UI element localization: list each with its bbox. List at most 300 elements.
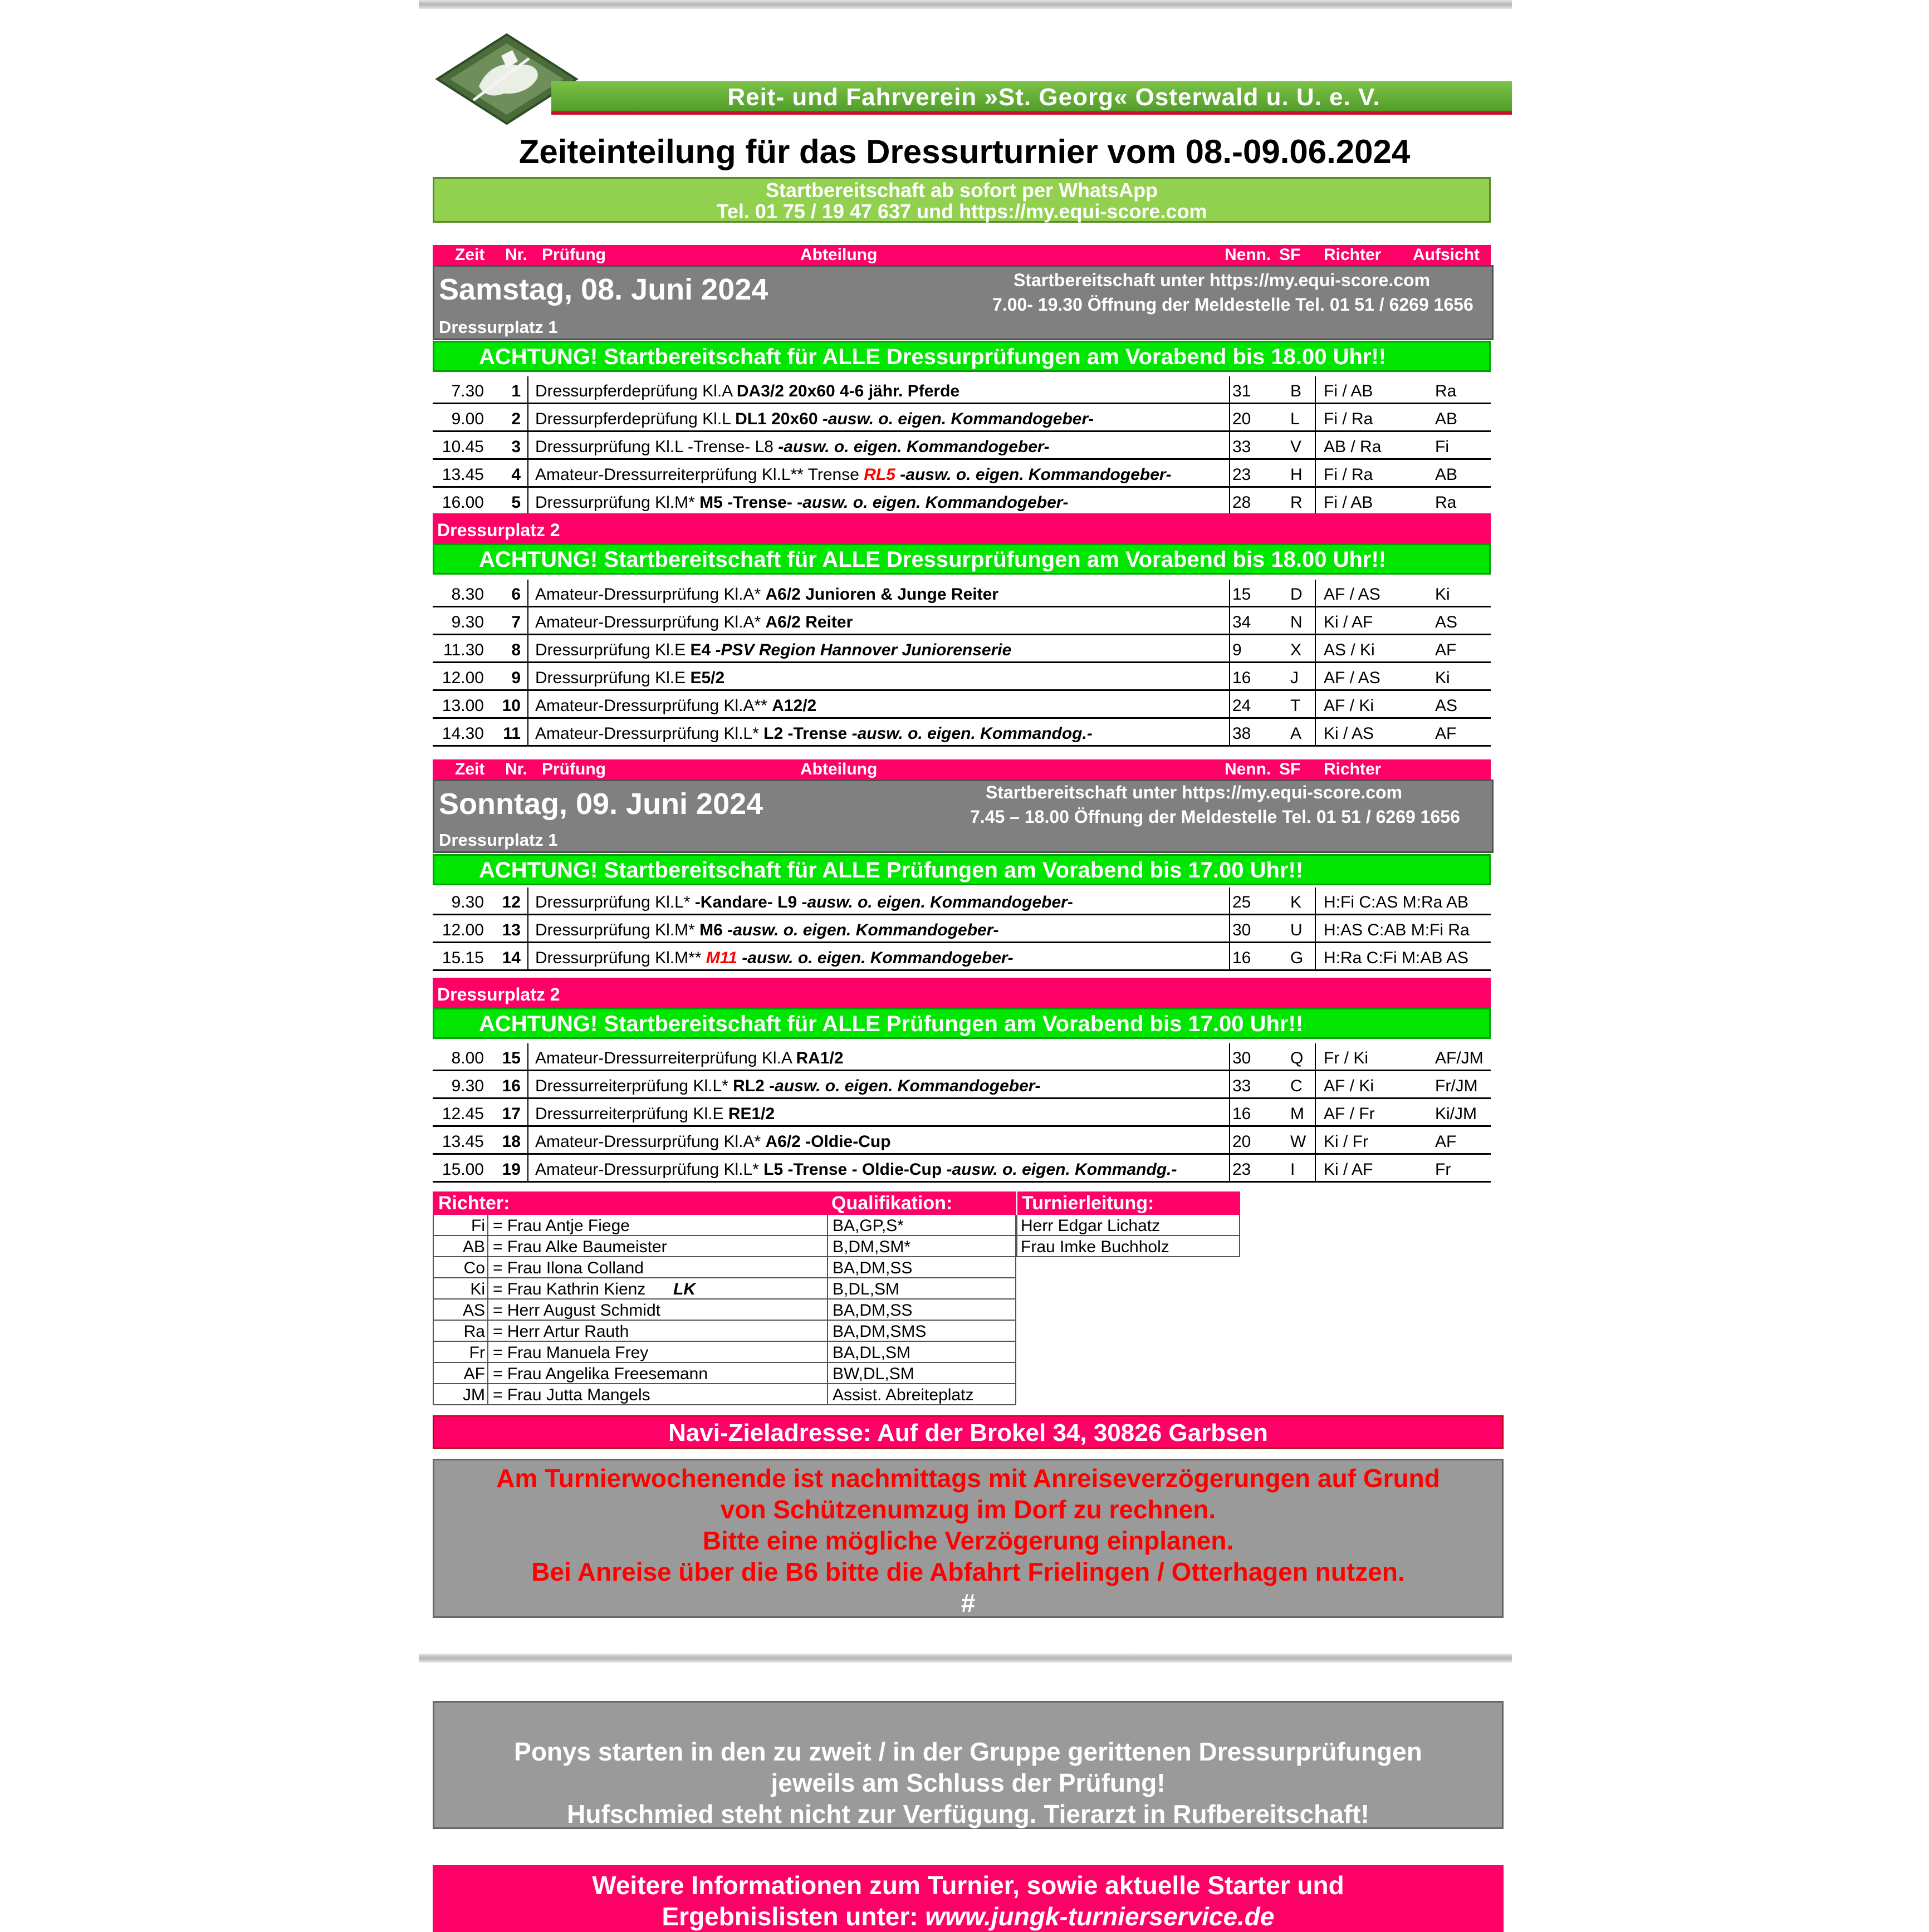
judge-row [434,1236,1015,1257]
top-divider [419,0,1512,9]
cell-divider [1315,635,1316,663]
judge-code: JM [463,1386,485,1404]
cell-divider [1315,376,1316,404]
sf-cell: A [1290,724,1302,743]
pruefung-code: M5 -Trense- [699,493,797,512]
pruefung-cell [535,641,1011,660]
zeit-cell: 12.45 [442,1105,484,1123]
cell-divider [527,663,528,691]
judge-name: = Herr Artur Rauth [493,1322,629,1341]
cell-divider [527,719,528,747]
saturday-achtung-1: ACHTUNG! Startbereitschaft für ALLE Dressurprüfungen am Vorabend bis 18.00 Uhr!! [433,341,1491,372]
col-aufsicht: Aufsicht [1413,246,1480,264]
schedule-row [433,663,1491,691]
sf-cell: X [1290,641,1302,659]
pruefung-code: A6/2 -Oldie-Cup [765,1132,891,1151]
nenn-cell: 25 [1232,893,1251,911]
sf-cell: H [1290,465,1303,484]
pruefung-cell [535,1105,775,1124]
judge-quali: BW,DL,SM [833,1365,914,1383]
nenn-cell: 23 [1232,465,1251,484]
abteilung-text: -ausw. o. eigen. Kommandg.- [946,1160,1177,1179]
saturday-header [433,265,1494,340]
abteilung-text: -ausw. o. eigen. Kommandogeber- [797,493,1069,512]
cell-divider [1315,915,1316,943]
sf-cell: B [1290,382,1302,400]
cell-divider [487,1278,488,1300]
col-richter: Richter [1324,760,1382,778]
sf-cell: R [1290,493,1303,512]
pruefung-text: Amateur-Dressurprüfung Kl.L* [535,1160,764,1179]
schedule-row [433,1127,1491,1155]
zeit-cell: 14.30 [442,724,484,743]
aufsicht-cell: Fi [1435,438,1449,456]
cell-divider [827,1278,828,1300]
aufsicht-cell: AB [1435,465,1458,484]
column-header-saturday [433,245,1491,265]
saturday-info1: Startbereitschaft unter https://my.equi-score.com [1014,270,1430,290]
cell-divider [1229,915,1230,943]
zeit-cell: 9.30 [451,613,484,631]
nr-cell: 5 [511,493,521,512]
col-nenn: Nenn. [1225,760,1271,778]
pruefung-cell [535,949,1014,968]
cell-divider [527,1099,528,1127]
judge-code: AS [462,1301,485,1320]
sf-cell: W [1290,1132,1306,1151]
pruefung-cell [535,465,1172,484]
aufsicht-cell: Ra [1435,382,1457,400]
zeit-cell: 10.45 [442,438,484,456]
cell-divider [827,1236,828,1257]
nr-cell: 7 [511,613,521,631]
judge-code: AB [462,1238,485,1256]
cell-divider [827,1257,828,1278]
cell-divider [1315,1043,1316,1071]
nenn-cell: 9 [1232,641,1242,659]
cell-divider [1315,580,1316,607]
richter-cell: Fi / AB [1324,382,1373,400]
pruefung-code: A6/2 Reiter [765,613,853,631]
nenn-cell: 33 [1232,1077,1251,1095]
sf-cell: J [1290,669,1299,687]
pruefung-cell [535,724,1093,743]
judge-quali: BA,DM,SMS [833,1322,927,1341]
schedule-row [433,719,1491,747]
cell-divider [1315,607,1316,635]
cell-divider [527,376,528,404]
aufsicht-cell: AS [1435,697,1458,715]
richter-cell: Ki / AF [1324,1160,1373,1179]
cell-divider [1315,488,1316,516]
schedule-row [433,1155,1491,1183]
judge-quali: BA,DM,SS [833,1301,913,1320]
legend-quali-title: Qualifikation: [831,1193,953,1214]
nenn-cell: 16 [1232,949,1251,967]
schedule-row [433,1099,1491,1127]
cell-divider [1229,1127,1230,1155]
pruefung-text: Amateur-Dressurprüfung Kl.A* [535,585,766,604]
cell-divider [527,1127,528,1155]
sunday-info1: Startbereitschaft unter https://my.equi-score.com [986,782,1402,802]
pruefung-cell [535,382,959,401]
schedule-row [433,488,1491,516]
nenn-cell: 30 [1232,921,1251,939]
zeit-cell: 9.30 [451,1077,484,1095]
aufsicht-cell: Ki [1435,585,1450,604]
cell-divider [1229,460,1230,488]
cell-divider [527,580,528,607]
judge-name: = Frau Antje Fiege [493,1217,630,1235]
richter-cell: AS / Ki [1324,641,1375,659]
richter-cell: AF / Fr [1324,1105,1375,1123]
leitung-name: Frau Imke Buchholz [1021,1238,1169,1256]
abteilung-text: -ausw. o. eigen. Kommandogeber- [737,949,1014,967]
schedule-row [433,915,1491,943]
sf-cell: L [1290,410,1300,428]
zeit-cell: 12.00 [442,921,484,939]
page-title: Zeiteinteilung für das Dressurturnier vom 08.-09.06.2024 [518,133,1411,170]
zeit-cell: 8.00 [451,1049,484,1067]
saturday-platz1: Dressurplatz 1 [439,317,558,337]
col-sf: SF [1279,246,1301,264]
cell-divider [527,460,528,488]
judge-row [434,1257,1015,1278]
col-pruefung: Prüfung [542,760,606,778]
judges-list [433,1215,1016,1405]
sunday-achtung-1: ACHTUNG! Startbereitschaft für ALLE Prüfungen am Vorabend bis 17.00 Uhr!! [433,854,1491,885]
notice-line: Am Turnierwochenende ist nachmittags mit Anreiseverzögerungen auf Grund [496,1464,1440,1493]
cell-divider [1229,1099,1230,1127]
saturday-platz2-bar: Dressurplatz 2 [433,513,1491,543]
judge-row [434,1321,1015,1342]
zeit-cell: 7.30 [451,382,484,400]
cell-divider [527,1043,528,1071]
cell-divider [527,915,528,943]
pruefung-cell [535,1132,891,1151]
cell-divider [1315,1099,1316,1127]
cell-divider [1229,580,1230,607]
column-header-sunday [433,759,1491,779]
judge-row [434,1384,1015,1405]
judge-quali: Assist. Abreiteplatz [833,1386,974,1404]
sunday-info2: 7.45 – 18.00 Öffnung der Meldestelle Tel. 01 51 / 6269 1656 [970,807,1460,827]
pruefung-text: Amateur-Dressurreiterprüfung Kl.L** Trense [535,465,864,484]
nenn-cell: 16 [1232,669,1251,687]
pruefung-cell [535,1160,1177,1179]
pruefung-cell [535,613,853,632]
notice-hash: # [961,1588,976,1617]
notice-line: Bitte eine mögliche Verzögerung einplanen. [702,1526,1234,1555]
richter-cell: H:Fi C:AS M:Ra AB [1324,893,1469,911]
cell-divider [527,635,528,663]
nr-cell: 6 [511,585,521,604]
cell-divider [1229,376,1230,404]
sunday-platz2-bar: Dressurplatz 2 [433,978,1491,1008]
pruefung-text: Dressurprüfung Kl.E [535,641,691,659]
zeit-cell: 11.30 [443,641,484,659]
abteilung-text: -PSV Region Hannover Juniorenserie [715,641,1012,659]
judge-name: = Frau Manuela Frey [493,1343,649,1362]
cell-divider [1229,432,1230,460]
judge-code: Fi [471,1217,485,1235]
pruefung-code: RE1/2 [728,1105,775,1123]
pruefung-text: Amateur-Dressurprüfung Kl.A* [535,613,766,631]
cell-divider [1229,887,1230,915]
richter-cell: Ki / Fr [1324,1132,1368,1151]
cell-divider [1229,635,1230,663]
aufsicht-cell: AF [1435,1132,1457,1151]
leitung-row [1017,1236,1239,1257]
cell-divider [527,691,528,719]
nenn-cell: 28 [1232,493,1251,512]
nenn-cell: 20 [1232,1132,1251,1151]
pruefung-cell [535,893,1073,912]
cell-divider [1229,607,1230,635]
pruefung-text: Dressurprüfung Kl.M* [535,921,700,939]
richter-cell: H:AS C:AB M:Fi Ra [1324,921,1470,939]
sf-cell: K [1290,893,1302,911]
pony-line: Ponys starten in den zu zweit / in der Gruppe gerittenen Dressurprüfungen [514,1737,1422,1766]
pruefung-code: RL2 [733,1077,770,1095]
schedule-row [433,635,1491,663]
pruefung-cell [535,669,724,688]
judge-code: Co [463,1259,485,1277]
cell-divider [1315,719,1316,747]
zeit-cell: 13.45 [442,465,484,484]
nr-cell: 16 [502,1077,521,1095]
richter-cell: AF / Ki [1324,1077,1374,1095]
pony-line: Hufschmied steht nicht zur Verfügung. Tierarzt in Rufbereitschaft! [567,1799,1369,1828]
pruefung-cell [535,1077,1040,1096]
aufsicht-cell: Ki/JM [1435,1105,1477,1123]
sf-cell: U [1290,921,1303,939]
nr-cell: 18 [502,1132,521,1151]
cell-divider [1229,488,1230,516]
judge-name: = Frau Angelika Freesemann [493,1365,708,1383]
zeit-cell: 16.00 [442,493,484,512]
judge-row [434,1342,1015,1363]
pruefung-text: Dressurprüfung Kl.E [535,669,691,687]
judge-code: Ra [463,1322,485,1341]
nenn-cell: 34 [1232,613,1251,631]
sf-cell: M [1290,1105,1304,1123]
saturday-title: Samstag, 08. Juni 2024 [439,273,768,306]
abteilung-text: -ausw. o. eigen. Kommandogeber- [727,921,999,939]
richter-cell: AF / Ki [1324,697,1374,715]
cell-divider [527,432,528,460]
col-zeit: Zeit [455,246,485,264]
judge-code: AF [463,1365,485,1383]
nr-cell: 12 [502,893,521,911]
notice-line: von Schützenumzug im Dorf zu rechnen. [720,1495,1216,1524]
col-richter: Richter [1324,246,1382,264]
cell-divider [1315,663,1316,691]
legend-leitung-header [1017,1191,1240,1215]
pruefung-text: Dressurpferdeprüfung Kl.A [535,382,737,400]
pruefung-code: L5 -Trense - Oldie-Cup [763,1160,947,1179]
pony-notice [433,1701,1504,1829]
pruefung-code: -Kandare- L9 [694,893,802,911]
aufsicht-cell: Ki [1435,669,1450,687]
pruefung-code: E4 [690,641,716,659]
pruefung-code-red: M11 [706,949,737,967]
cell-divider [487,1300,488,1321]
col-nr: Nr. [505,246,528,264]
abteilung-text: -ausw. o. eigen. Kommandogeber- [801,893,1073,911]
saturday-achtung-2: ACHTUNG! Startbereitschaft für ALLE Dressurprüfungen am Vorabend bis 18.00 Uhr!! [433,543,1491,575]
zeit-cell: 9.00 [451,410,484,428]
cell-divider [487,1236,488,1257]
col-zeit: Zeit [455,760,485,778]
cell-divider [1229,1155,1230,1183]
club-name-banner: Reit- und Fahrverein »St. Georg« Osterwald u. U. e. V. [551,81,1512,114]
pruefung-code: L2 -Trense [763,724,852,743]
pruefung-text: Dressurpferdeprüfung Kl.L [535,410,736,428]
zeit-cell: 15.15 [442,949,484,967]
richter-cell: Ki / AF [1324,613,1373,631]
abteilung-text: -ausw. o. eigen. Kommandog.- [851,724,1093,743]
richter-cell: H:Ra C:Fi M:AB AS [1324,949,1469,967]
cell-divider [487,1363,488,1384]
sunday-platz1: Dressurplatz 1 [439,830,558,850]
nenn-cell: 16 [1232,1105,1251,1123]
cell-divider [1229,1043,1230,1071]
cell-divider [1229,719,1230,747]
banner-underline [551,111,1512,115]
schedule-row [433,404,1491,432]
cell-divider [487,1215,488,1236]
legend-leitung-title: Turnierleitung: [1022,1193,1154,1214]
zeit-cell: 15.00 [442,1160,484,1179]
pruefung-cell [535,410,1094,429]
pruefung-cell [535,1049,844,1068]
pruefung-text: Dressurreiterprüfung Kl.E [535,1105,728,1123]
richter-cell: Ki / AS [1324,724,1374,743]
pruefung-code: RA1/2 [796,1049,844,1067]
cell-divider [1315,404,1316,432]
sf-cell: D [1290,585,1303,604]
schedule-row [433,432,1491,460]
pruefung-text: Amateur-Dressurprüfung Kl.A** [535,697,772,715]
leitung-list [1016,1215,1240,1257]
pruefung-code: A6/2 Junioren & Junge Reiter [765,585,998,604]
cell-divider [1315,1127,1316,1155]
legend-richter-title: Richter: [438,1193,510,1214]
cell-divider [527,1155,528,1183]
pruefung-text: Dressurprüfung Kl.L -Trense- L8 [535,438,779,456]
judge-name: = Frau Kathrin Kienz [493,1280,646,1298]
sf-cell: G [1290,949,1304,967]
abteilung-text: -ausw. o. eigen. Kommandogeber- [778,438,1050,456]
leitung-row [1017,1215,1239,1236]
col-abteilung: Abteilung [800,246,878,264]
cell-divider [1229,404,1230,432]
nr-cell: 2 [511,410,521,428]
cell-divider [487,1321,488,1342]
judge-code: Fr [469,1343,485,1362]
nr-cell: 8 [511,641,521,659]
pruefung-code: E5/2 [690,669,725,687]
nenn-cell: 33 [1232,438,1251,456]
cell-divider [1315,887,1316,915]
cell-divider [1229,663,1230,691]
pruefung-code: DL1 20x60 [735,410,822,428]
schedule-row [433,943,1491,971]
abteilung-text: -ausw. o. eigen. Kommandogeber- [769,1077,1041,1095]
pruefung-text: Amateur-Dressurprüfung Kl.A* [535,1132,766,1151]
website-link[interactable]: www.jungk-turnierservice.de [925,1902,1275,1931]
schedule-row [433,691,1491,719]
schedule-row [433,607,1491,635]
cell-divider [1315,460,1316,488]
pruefung-cell [535,585,998,604]
judge-row [434,1363,1015,1384]
aufsicht-cell: Ra [1435,493,1457,512]
cell-divider [487,1257,488,1278]
pruefung-code: DA3/2 20x60 4-6 jähr. Pferde [736,382,960,400]
cell-divider [1229,943,1230,971]
judge-row [434,1215,1015,1236]
schedule-row [433,580,1491,607]
saturday-info2: 7.00- 19.30 Öffnung der Meldestelle Tel. 01 51 / 6269 1656 [992,295,1473,315]
judge-quali: BA,DM,SS [833,1259,913,1277]
whatsapp-line1: Startbereitschaft ab sofort per WhatsApp [765,179,1158,202]
richter-cell: AF / AS [1324,585,1380,604]
col-abteilung: Abteilung [800,760,878,778]
schedule-row [433,460,1491,488]
nr-cell: 11 [503,724,521,743]
sunday-header [433,779,1494,853]
aufsicht-cell: AF [1435,641,1457,659]
cell-divider [527,607,528,635]
abteilung-text: -ausw. o. eigen. Kommandogeber- [822,410,1094,428]
legend-richter-header [433,1191,1016,1215]
richter-cell: AB / Ra [1324,438,1382,456]
cell-divider [827,1363,828,1384]
richter-cell: Fi / Ra [1324,465,1373,484]
cell-divider [1315,691,1316,719]
nr-cell: 17 [502,1105,521,1123]
cell-divider [487,1342,488,1363]
judge-extra: LK [673,1280,696,1298]
cell-divider [827,1215,828,1236]
pruefung-text: Dressurprüfung Kl.M** [535,949,706,967]
sf-cell: I [1290,1160,1295,1179]
pruefung-code: M6 [699,921,728,939]
pruefung-cell [535,697,816,715]
sf-cell: V [1290,438,1302,456]
richter-cell: Fi / AB [1324,493,1373,512]
cell-divider [827,1300,828,1321]
pruefung-text: Amateur-Dressurprüfung Kl.L* [535,724,764,743]
travel-notice [433,1459,1504,1618]
cell-divider [1229,691,1230,719]
judge-row [434,1278,1015,1300]
sf-cell: Q [1290,1049,1304,1067]
col-sf: SF [1279,760,1301,778]
sunday-title: Sonntag, 09. Juni 2024 [439,787,763,821]
pruefung-cell [535,493,1068,512]
nenn-cell: 30 [1232,1049,1251,1067]
aufsicht-cell: AB [1435,410,1458,428]
cell-divider [527,1071,528,1099]
zeit-cell: 13.00 [442,697,484,715]
cell-divider [1229,1071,1230,1099]
judge-code: Ki [470,1280,485,1298]
cell-divider [527,404,528,432]
nr-cell: 1 [511,382,521,400]
